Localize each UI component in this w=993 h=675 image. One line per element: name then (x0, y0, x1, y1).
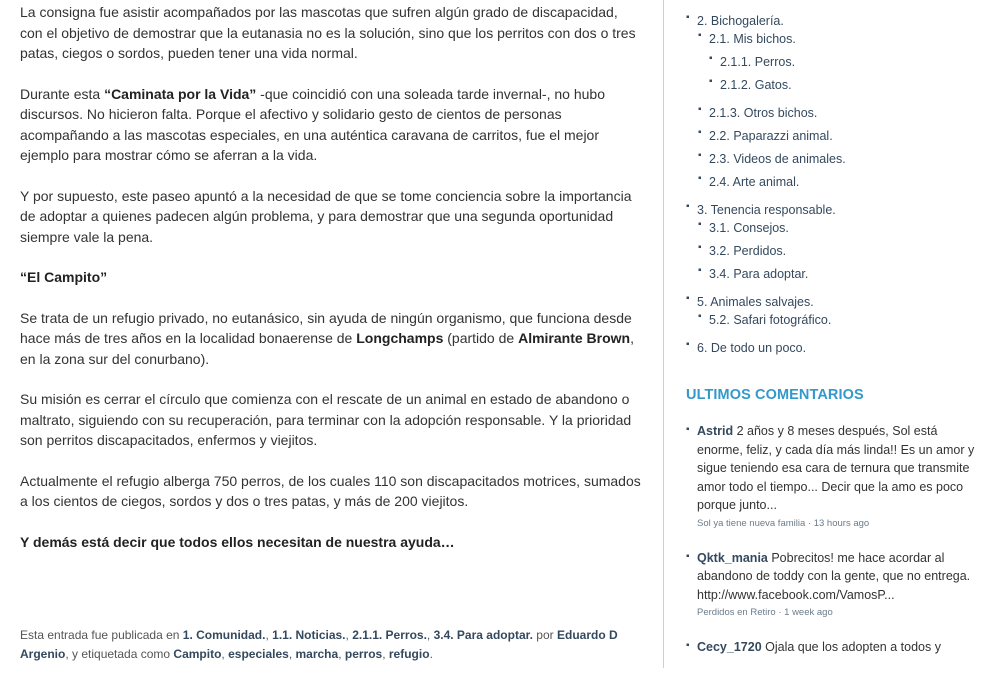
comment-body (697, 638, 986, 657)
category-link[interactable]: ▪ 2.1.1. Perros. (720, 55, 796, 69)
text: -que coincidió con una soleada tarde invernal-, no hubo discursos. No hicieron falta. Porque el afectivo y solidario gesto de cientos de personas acompañando a las mascotas especiales, en una auténtica caravana de carritos, fue el mejor ejemplo para mostrar cómo se aferran a la vida. (20, 85, 605, 163)
category-item[interactable] (697, 339, 986, 357)
category-link[interactable]: 1.1. Noticias. (272, 628, 346, 642)
text: , en la zona sur del conurbano). (20, 330, 634, 367)
comments-widget-title: ULTIMOS COMENTARIOS (686, 387, 864, 403)
bold-text: Longchamps (356, 330, 444, 346)
comment-author-link[interactable]: Astrid (697, 424, 734, 438)
category-link[interactable]: 3.4. Para adoptar. (433, 628, 533, 642)
category-link[interactable]: ▪ 2.2. Paparazzi animal. (709, 129, 833, 143)
comment-meta (697, 606, 986, 620)
text: Se trata de un refugio privado, no eutanásico, sin ayuda de ningún organismo, que funciona desde hace más de tres años en la localidad bonaerense de (20, 309, 632, 346)
comment-excerpt: 2 años y 8 meses después, Sol está enorme, feliz, y cada día más linda!! Es un amor y sigue teniendo esa cara de ternura que transmite amor todo el tiempo... Decir que la amo es poco porque junto... (697, 424, 975, 512)
category-link[interactable]: ▪ 2.1.2. Gatos. (720, 78, 792, 92)
comment-time: 13 hours ago (813, 517, 870, 529)
category-link[interactable]: ▪ 2. Bichogalería. (697, 14, 784, 28)
bold-text: Almirante Brown (518, 330, 631, 346)
category-item[interactable] (709, 173, 986, 191)
comment-body (697, 422, 986, 515)
comment-author-link[interactable]: Cecy_1720 (697, 640, 762, 654)
comment-excerpt: Ojala que los adopten a todos y (761, 640, 941, 654)
section-heading (20, 267, 642, 288)
bold-text: “Caminata por la Vida” (104, 85, 257, 102)
category-item[interactable] (697, 12, 986, 30)
category-link[interactable]: ▪ 6. De todo un poco. (697, 341, 807, 355)
category-item[interactable] (697, 293, 986, 311)
paragraph: Y por supuesto, este paseo apuntó a la necesidad de que se tome conciencia sobre la importancia de adoptar a quienes padecen algún problema, y para demostrar que una segunda oportunidad siempre vale la pena. (20, 187, 632, 245)
category-list (686, 12, 986, 357)
category-item[interactable] (697, 201, 986, 219)
paragraph: La consigna fue asistir acompañados por las mascotas que sufren algún grado de discapacidad, con el objetivo de demostrar que la eutanasia no es la solución, sino que los perritos con dos o tres patas, ciegos o sordos, pueden tener una vida normal. (20, 4, 636, 61)
sidebar-divider (663, 0, 664, 668)
tag-link[interactable]: especiales (228, 647, 289, 661)
comment-item (686, 549, 986, 621)
category-link[interactable]: ▪ 5.2. Safari fotográfico. (709, 313, 832, 327)
comment-post-link[interactable]: Sol ya tiene nueva familia (697, 517, 806, 529)
meta-text: por (532, 628, 557, 642)
comment-item (686, 422, 986, 531)
comment-time: 1 week ago (784, 607, 833, 618)
category-item[interactable] (709, 150, 986, 168)
category-item[interactable] (709, 219, 986, 237)
category-link[interactable]: ▪ 5. Animales salvajes. (697, 295, 814, 309)
recent-comments-list (686, 422, 986, 675)
comment-excerpt: Pobrecitos! me hace acordar al abandono de toddy con la gente, que no entrega. http://www.facebook.com/VamosP... (697, 550, 971, 602)
comment-separator: · (775, 607, 785, 618)
category-item[interactable] (709, 242, 986, 260)
category-item[interactable] (720, 76, 986, 94)
category-link[interactable]: ▪ 2.1.3. Otros bichos. (709, 106, 818, 120)
paragraph (20, 84, 642, 166)
tag-link[interactable]: Campito (173, 647, 222, 661)
text: Durante esta (20, 85, 105, 102)
closing-line (20, 532, 642, 553)
comment-meta (697, 517, 986, 531)
category-link[interactable]: ▪ 2.1. Mis bichos. (709, 32, 796, 46)
category-item[interactable] (709, 127, 986, 145)
comment-item (686, 638, 986, 657)
category-link[interactable]: 1. Comunidad. (182, 628, 266, 642)
meta-text: , y etiquetada como (65, 647, 174, 661)
category-item[interactable] (709, 265, 986, 283)
category-link[interactable]: ▪ 2.4. Arte animal. (709, 175, 800, 189)
tag-link[interactable]: marcha (295, 647, 339, 661)
author-link[interactable]: Eduardo D Argenio (20, 628, 618, 661)
comment-separator: · (805, 517, 814, 529)
paragraph (20, 308, 642, 370)
comment-post-link[interactable]: Perdidos en Retiro (697, 607, 776, 618)
category-link[interactable]: ▪ 2.3. Videos de animales. (709, 152, 846, 166)
category-link[interactable]: 2.1.1. Perros. (352, 628, 427, 642)
paragraph: Actualmente el refugio alberga 750 perros, de los cuales 110 son discapacitados motrices, sumados a los cientos de ciegos, sordos y dos o tres patas, y más de 200 viejitos. (20, 472, 641, 509)
bold-text: Y demás está decir que todos ellos necesitan de nuestra ayuda… (20, 533, 455, 550)
heading-text: “El Campito” (20, 269, 108, 285)
post-meta: Esta entrada fue publicada en 1. Comunidad., 1.1. Noticias., 2.1.1. Perros., 3.4. Para adoptar. por Eduardo D Argenio, y etiquetada como Campito, especiales, marcha, perros, refugio. (20, 628, 618, 661)
tag-link[interactable]: perros (344, 647, 383, 661)
category-item[interactable] (709, 30, 986, 48)
category-link[interactable]: ▪ 3.4. Para adoptar. (709, 267, 809, 281)
paragraph: Su misión es cerrar el círculo que comienza con el rescate de un animal en estado de abandono o maltrato, siguiendo con su recuperación, para terminar con la adopción responsable. Y la prioridad son perritos discapacitados, enfermos y viejitos. (20, 391, 632, 448)
text: (partido de (443, 330, 519, 346)
category-link[interactable]: ▪ 3. Tenencia responsable. (697, 203, 836, 217)
category-item[interactable] (709, 311, 986, 329)
category-item[interactable] (720, 53, 986, 71)
category-link[interactable]: ▪ 3.2. Perdidos. (709, 244, 787, 258)
category-link[interactable]: ▪ 3.1. Consejos. (709, 221, 789, 235)
meta-text: Esta entrada fue publicada en (20, 628, 183, 642)
comment-body (697, 549, 986, 605)
category-item[interactable] (709, 104, 986, 122)
tag-link[interactable]: refugio (388, 647, 430, 661)
comment-author-link[interactable]: Qktk_mania (697, 550, 768, 565)
article-body (20, 2, 642, 572)
